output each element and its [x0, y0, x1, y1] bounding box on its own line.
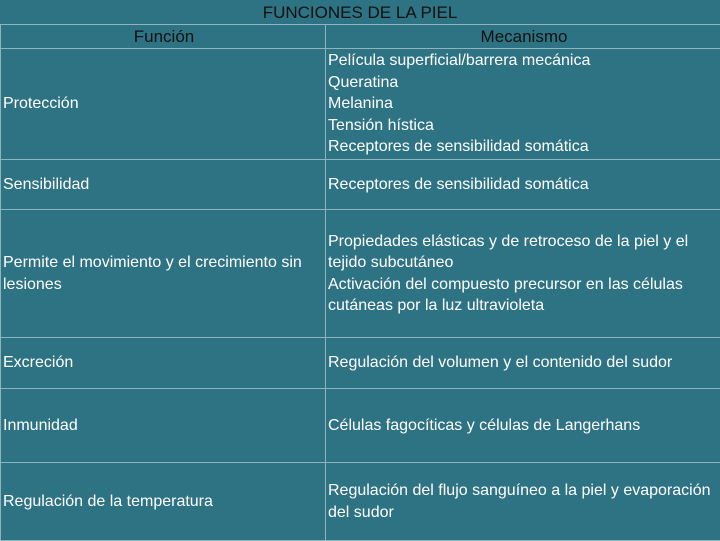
table-header-row — [1, 25, 720, 49]
function-cell: Protección — [1, 49, 326, 160]
table-row — [1, 49, 720, 160]
table-row — [1, 210, 720, 338]
mechanism-cell — [326, 49, 720, 160]
mechanism-item: Receptores de sensibilidad somática — [328, 174, 720, 196]
mechanism-item: Propiedades elásticas y de retroceso de la piel y el tejido subcutáneo — [328, 231, 720, 274]
functions-table — [0, 24, 720, 541]
column-header-function: Función — [1, 25, 326, 49]
mechanism-item: Regulación del volumen y el contenido del sudor — [328, 352, 720, 374]
mechanism-item: Película superficial/barrera mecánica — [328, 50, 720, 72]
table-row — [1, 389, 720, 463]
mechanism-cell — [326, 338, 720, 389]
function-cell: Sensibilidad — [1, 160, 326, 210]
function-cell: Permite el movimiento y el crecimiento sin lesiones — [1, 210, 326, 338]
function-cell: Excreción — [1, 338, 326, 389]
column-header-mechanism: Mecanismo — [326, 25, 720, 49]
mechanism-item: Receptores de sensibilidad somática — [328, 136, 720, 158]
mechanism-cell — [326, 160, 720, 210]
mechanism-item: Regulación del flujo sanguíneo a la piel y evaporación del sudor — [328, 480, 720, 523]
table-row — [1, 338, 720, 389]
table-row — [1, 463, 720, 541]
mechanism-item: Queratina — [328, 72, 720, 94]
mechanism-item: Activación del compuesto precursor en las células cutáneas por la luz ultravioleta — [328, 274, 720, 317]
mechanism-item: Células fagocíticas y células de Langerhans — [328, 415, 720, 437]
mechanism-cell — [326, 389, 720, 463]
table-row — [1, 160, 720, 210]
table-title: FUNCIONES DE LA PIEL — [0, 0, 720, 24]
mechanism-cell — [326, 463, 720, 541]
mechanism-item: Tensión hística — [328, 115, 720, 137]
function-cell: Regulación de la temperatura — [1, 463, 326, 541]
mechanism-item: Melanina — [328, 93, 720, 115]
function-cell: Inmunidad — [1, 389, 326, 463]
mechanism-cell — [326, 210, 720, 338]
